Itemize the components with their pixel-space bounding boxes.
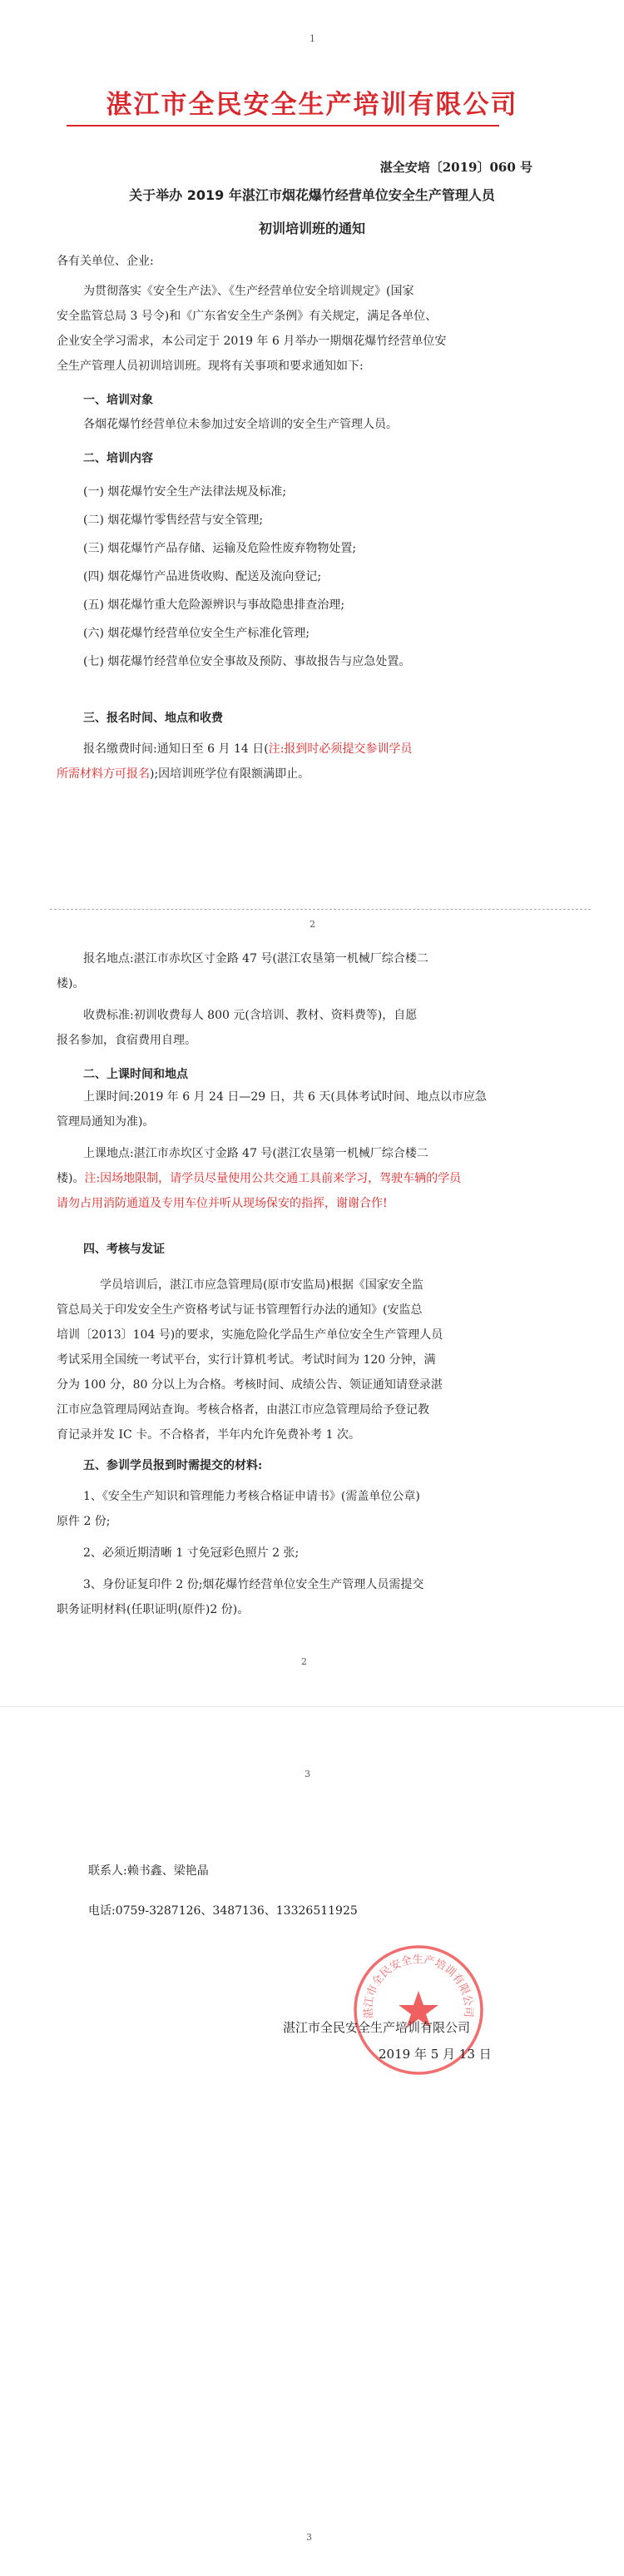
fee-standard-cont: 报名参加，食宿费用自理。 [57,1034,196,1047]
registration-note: 注:报到时必须提交参训学员 [268,742,413,756]
svg-text:湛江市全民安全生产培训有限公司: 湛江市全民安全生产培训有限公司 [362,1953,475,2019]
fee-standard: 收费标准:初训收费每人 800 元(含培训、教材、资料费等)，自愿 [83,1009,418,1022]
assessment-line: 培训〔2013〕104 号)的要求，实施危险化学品生产单位安全生产管理人员 [57,1328,443,1342]
page-break-line [50,909,591,910]
page-number: 3 [306,2532,312,2543]
section-heading-training-target: 一、培训对象 [83,394,153,407]
assessment-line: 考试采用全国统一考试平台，实行计算机考试。考试时间为 120 分钟，满 [57,1353,436,1367]
assessment-line: 育记录并发 IC 卡。不合格者，半年内允许免费补考 1 次。 [57,1428,360,1442]
registration-time-cont: 所需材料方可报名);因培训班学位有限额满即止。 [57,767,310,781]
assessment-line: 管总局关于印发安全生产资格考试与证书管理暂行办法的通知》(安监总 [57,1303,423,1317]
class-time-cont: 管理局通知为准)。 [57,1115,155,1129]
class-place-cont: 楼)。注:因场地限制，请学员尽量使用公共交通工具前来学习，驾驶车辆的学员 [57,1172,462,1185]
section-heading-materials: 五、参训学员报到时需提交的材料: [83,1459,263,1472]
materials-line: 3、身份证复印件 2 份;烟花爆竹经营单位安全生产管理人员需提交 [83,1578,424,1591]
section-heading-class-time: 二、上课时间和地点 [83,1068,188,1081]
materials-line: 2、必须近期清晰 1 寸免冠彩色照片 2 张; [83,1546,300,1560]
page-number: 2 [310,919,315,930]
assessment-line: 学员培训后，湛江市应急管理局(原市安监局)根据《国家安全监 [100,1278,423,1292]
intro-line: 企业安全学习需求，本公司定于 2019 年 6 月举办一期烟花爆竹经营单位安 [57,335,447,348]
signature-date: 2019 年 5 月 13 日 [379,2047,492,2062]
page-separator [0,1706,624,1707]
greeting: 各有关单位、企业: [57,255,154,268]
registration-location-cont: 楼)。 [57,977,85,990]
contact-phone: 电话:0759-3287126、3487136、13326511925 [88,1904,358,1918]
list-item: (二) 烟花爆竹零售经营与安全管理; [83,514,264,527]
class-place: 上课地点:湛江市赤坎区寸金路 47 号(湛江农垦第一机械厂综合楼二 [83,1147,428,1160]
notice-title-line1: 关于举办 2019 年湛江市烟花爆竹经营单位安全生产管理人员 [129,187,495,203]
materials-line: 1、《安全生产知识和管理能力考核合格证申请书》(需盖单位公章) [83,1490,420,1503]
training-target-text: 各烟花爆竹经营单位未参加过安全培训的安全生产管理人员。 [83,418,398,431]
registration-location: 报名地点:湛江市赤坎区寸金路 47 号(湛江农垦第一机械厂综合楼二 [83,952,428,965]
list-item: (三) 烟花爆竹产品存储、运输及危险性废弃物物处置; [83,542,357,555]
section-heading-assessment: 四、考核与发证 [83,1243,165,1256]
list-item: (六) 烟花爆竹经营单位安全生产标准化管理; [83,627,310,640]
section-heading-registration: 三、报名时间、地点和收费 [83,712,223,725]
notice-title-line2: 初训培训班的通知 [258,221,365,236]
registration-note: 所需材料方可报名 [57,767,150,781]
list-item: (七) 烟花爆竹经营单位安全事故及预防、事故报告与应急处置。 [83,655,411,668]
materials-line: 职务证明材料(任职证明(原件)2 份)。 [57,1603,250,1616]
assessment-line: 江市应急管理局网站查询。考核合格者，由湛江市应急管理局给予登记教 [57,1403,429,1417]
venue-note: 注:因场地限制，请学员尽量使用公共交通工具前来学习，驾驶车辆的学员 [84,1172,462,1185]
intro-line: 为贯彻落实《安全生产法》、《生产经营单位安全培训规定》(国家 [83,285,414,298]
page-number: 1 [310,33,315,44]
intro-line: 全生产管理人员初训培训班。现将有关事项和要求通知如下: [57,360,364,373]
intro-line: 安全监管总局 3 号令)和《广东省安全生产条例》有关规定，满足各单位、 [57,310,438,323]
contact-people: 联系人:赖书鑫、梁艳晶 [88,1864,209,1878]
materials-line: 原件 2 份; [57,1515,111,1528]
company-letterhead: 湛江市全民安全生产培训有限公司 [106,90,518,120]
list-item: (五) 烟花爆竹重大危险源辨识与事故隐患排查治理; [83,598,345,612]
registration-time: 报名缴费时间:通知日至 6 月 14 日(注:报到时必须提交参训学员 [83,742,413,756]
class-time: 上课时间:2019 年 6 月 24 日—29 日，共 6 天(具体考试时间、地点以市应急 [83,1090,487,1104]
venue-note-cont: 请勿占用消防通道及专用车位并听从现场保安的指挥，谢谢合作! [57,1197,388,1210]
red-divider [67,125,499,127]
document-number: 湛全安培〔2019〕060 号 [379,160,532,175]
list-item: (一) 烟花爆竹安全生产法律法规及标准; [83,485,287,499]
page-number: 2 [301,1656,307,1667]
assessment-line: 分为 100 分，80 分以上为合格。考核时间、成绩公告、领证通知请登录湛 [57,1378,443,1392]
section-heading-training-content: 二、培训内容 [83,452,153,465]
list-item: (四) 烟花爆竹产品进货收购、配送及流向登记; [83,570,322,583]
signature-company: 湛江市全民安全生产培训有限公司 [283,2020,471,2035]
page-number: 3 [305,1769,310,1779]
